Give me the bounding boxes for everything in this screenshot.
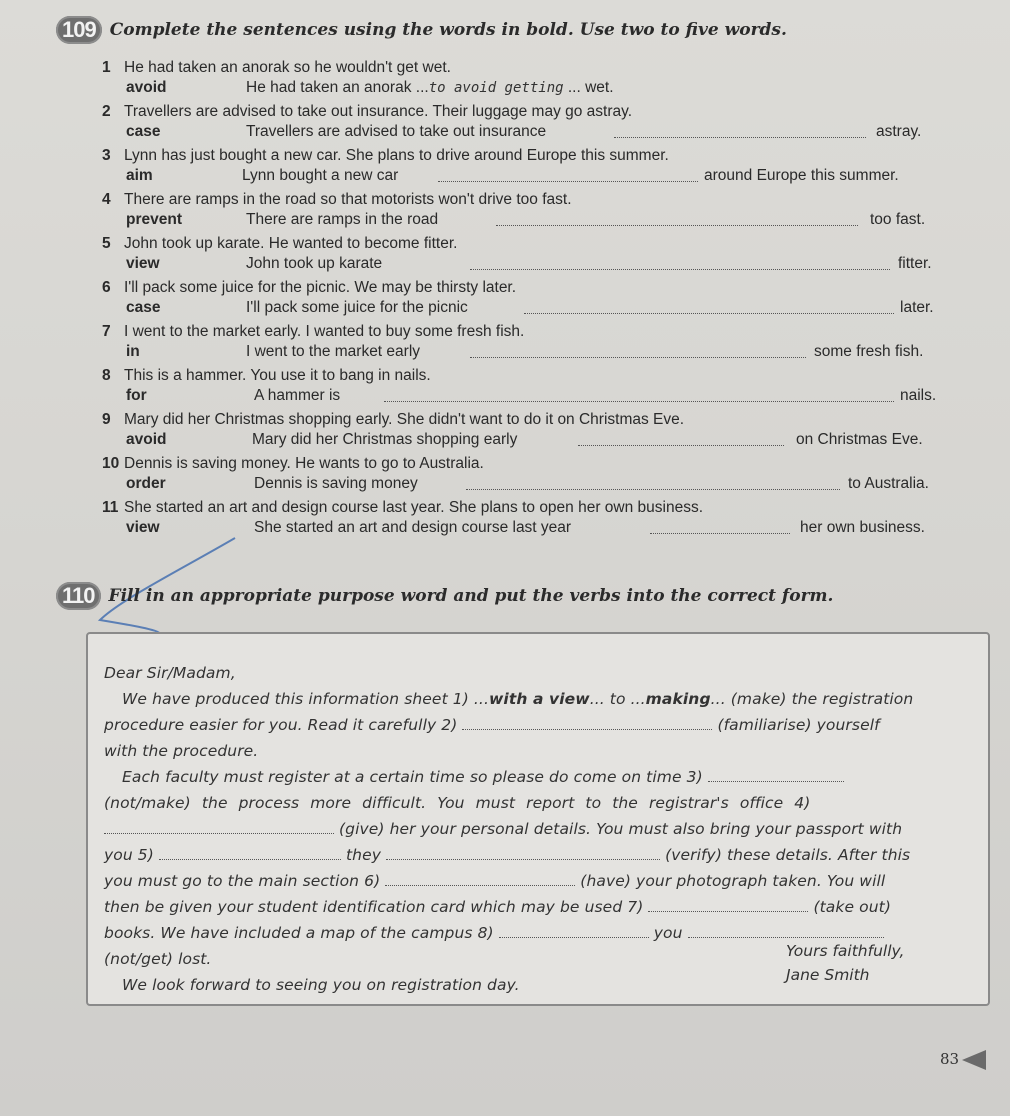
item-number: 9	[102, 411, 111, 428]
rewrite-tail: nails.	[900, 387, 937, 404]
gap-4[interactable]	[104, 819, 334, 834]
item-rewrite	[126, 475, 946, 495]
item-original: This is a hammer. You use it to bang in nails.	[124, 367, 431, 384]
letter-line: We have produced this information sheet 1) ...with a view... to ...making... (make) the registration	[122, 690, 914, 708]
item-original: Travellers are advised to take out insurance. Their luggage may go astray.	[124, 103, 633, 120]
keyword: aim	[126, 167, 153, 184]
item-rewrite	[126, 167, 946, 187]
letter-line: with the procedure.	[104, 742, 259, 760]
rewrite-stem: Travellers are advised to take out insurance	[246, 123, 547, 140]
letter-line: books. We have included a map of the campus 8) you	[104, 920, 960, 946]
answer-gap[interactable]	[614, 123, 866, 138]
rewrite-tail: astray.	[876, 123, 922, 140]
item-original: Dennis is saving money. He wants to go to Australia.	[124, 455, 484, 472]
rewrite-tail: later.	[900, 299, 934, 316]
item-number: 10	[102, 455, 120, 472]
answer-1: with a view	[489, 690, 590, 708]
item-rewrite	[126, 299, 946, 319]
keyword: for	[126, 387, 147, 404]
answer-gap[interactable]	[496, 211, 858, 226]
item-sentence	[102, 102, 952, 122]
answer-gap[interactable]	[438, 167, 698, 182]
salutation: Dear Sir/Madam,	[104, 664, 236, 682]
rewrite-tail: around Europe this summer.	[704, 167, 899, 184]
letter-line: you must go to the main section 6) (have) your photograph taken. You will	[104, 872, 886, 890]
item-number: 6	[102, 279, 111, 296]
exercise-title: Complete the sentences using the words in bold. Use two to five words.	[109, 20, 787, 40]
item-sentence	[102, 278, 952, 298]
item-sentence	[102, 146, 952, 166]
rewrite-tail: ... wet.	[563, 79, 614, 96]
item-original: I went to the market early. I wanted to buy some fresh fish.	[124, 323, 525, 340]
rewrite-tail: her own business.	[800, 519, 925, 536]
item-rewrite	[126, 123, 946, 143]
item-original: There are ramps in the road so that motorists won't drive too fast.	[124, 191, 572, 208]
item-original: John took up karate. He wanted to become fitter.	[124, 235, 458, 252]
item-original: She started an art and design course last year. She plans to open her own business.	[124, 499, 704, 516]
rewrite-stem: Lynn bought a new car	[242, 167, 399, 184]
gap-3[interactable]	[708, 767, 844, 782]
item-rewrite	[126, 431, 946, 451]
item-sentence	[102, 322, 952, 342]
answer-gap[interactable]	[466, 475, 840, 490]
gap-8b[interactable]	[688, 923, 884, 938]
rewrite-stem: She started an art and design course last year	[254, 519, 572, 536]
letter-line: We look forward to seeing you on registration day.	[122, 976, 520, 994]
rewrite-tail: to Australia.	[848, 475, 929, 492]
exercise-number-badge: 109	[56, 16, 102, 44]
item-number: 7	[102, 323, 111, 340]
closing: Yours faithfully,	[786, 942, 905, 960]
item-number: 3	[102, 147, 111, 164]
item-number: 4	[102, 191, 111, 208]
gap-6[interactable]	[385, 871, 575, 886]
rewrite-stem: A hammer is	[254, 387, 341, 404]
letter-line: procedure easier for you. Read it carefully 2) (familiarise) yourself	[104, 716, 880, 734]
letter-line: then be given your student identification card which may be used 7) (take out)	[104, 898, 891, 916]
item-number: 5	[102, 235, 111, 252]
item-sentence	[102, 454, 952, 474]
letter-line: you 5) they (verify) these details. After this	[104, 846, 911, 864]
keyword: avoid	[126, 431, 167, 448]
item-number: 11	[102, 499, 119, 516]
rewrite-stem: He had taken an anorak ...to avoid getting ... wet.	[246, 79, 614, 96]
rewrite-stem: I'll pack some juice for the picnic	[246, 299, 468, 316]
item-sentence	[102, 58, 952, 78]
example-answer: to avoid getting	[428, 80, 564, 96]
letter-line: (not/make) the process more difficult. You must report to the registrar's office 4)	[104, 794, 811, 812]
answer-gap[interactable]	[470, 343, 806, 358]
gap-7[interactable]	[648, 897, 808, 912]
item-original: I'll pack some juice for the picnic. We may be thirsty later.	[124, 279, 517, 296]
rewrite-tail: on Christmas Eve.	[796, 431, 923, 448]
item-rewrite	[126, 211, 946, 231]
gap-5a[interactable]	[159, 845, 341, 860]
answer-gap[interactable]	[578, 431, 784, 446]
item-rewrite	[126, 387, 946, 407]
letter-line: (give) her your personal details. You must also bring your passport with	[104, 816, 960, 842]
page-arrow-icon	[962, 1050, 986, 1070]
rewrite-stem: There are ramps in the road	[246, 211, 439, 228]
rewrite-stem: John took up karate	[246, 255, 383, 272]
keyword: case	[126, 299, 161, 316]
item-original: Lynn has just bought a new car. She plans to drive around Europe this summer.	[124, 147, 669, 164]
exercise-109-header	[56, 16, 787, 44]
keyword: case	[126, 123, 161, 140]
keyword: order	[126, 475, 166, 492]
keyword: avoid	[126, 79, 167, 96]
item-number: 2	[102, 103, 111, 120]
answer-gap[interactable]	[470, 255, 890, 270]
rewrite-tail: some fresh fish.	[814, 343, 924, 360]
signature: Jane Smith	[786, 966, 870, 984]
item-original: He had taken an anorak so he wouldn't get wet.	[124, 59, 451, 76]
rewrite-stem: Dennis is saving money	[254, 475, 418, 492]
answer-gap[interactable]	[524, 299, 894, 314]
item-rewrite	[126, 255, 946, 275]
rewrite-tail: too fast.	[870, 211, 926, 228]
gap-2[interactable]	[462, 715, 712, 730]
letter-line: (not/get) lost.	[104, 950, 212, 968]
keyword: prevent	[126, 211, 182, 228]
keyword: in	[126, 343, 140, 360]
item-number: 8	[102, 367, 111, 384]
rewrite-stem: I went to the market early	[246, 343, 421, 360]
item-rewrite	[126, 79, 946, 99]
item-sentence	[102, 410, 952, 430]
item-sentence	[102, 234, 952, 254]
gap-8a[interactable]	[499, 923, 649, 938]
exercise-number-badge: 110	[56, 582, 101, 610]
answer-gap[interactable]	[384, 387, 894, 402]
keyword: view	[126, 255, 160, 272]
item-sentence	[102, 498, 952, 518]
item-sentence	[102, 366, 952, 386]
item-rewrite	[126, 343, 946, 363]
page-number: 83	[940, 1050, 960, 1068]
keyword: view	[126, 519, 160, 536]
letter-line: Each faculty must register at a certain time so please do come on time 3)	[104, 764, 960, 790]
gap-5b[interactable]	[386, 845, 660, 860]
exercise-title: Fill in an appropriate purpose word and put the verbs into the correct form.	[108, 586, 834, 606]
rewrite-stem: Mary did her Christmas shopping early	[252, 431, 518, 448]
item-number: 1	[102, 59, 111, 76]
answer-1b: making	[645, 690, 711, 708]
item-sentence	[102, 190, 952, 210]
answer-gap[interactable]	[650, 519, 790, 534]
exercise-110-header	[56, 582, 833, 610]
item-original: Mary did her Christmas shopping early. She didn't want to do it on Christmas Eve.	[124, 411, 685, 428]
rewrite-tail: fitter.	[898, 255, 932, 272]
